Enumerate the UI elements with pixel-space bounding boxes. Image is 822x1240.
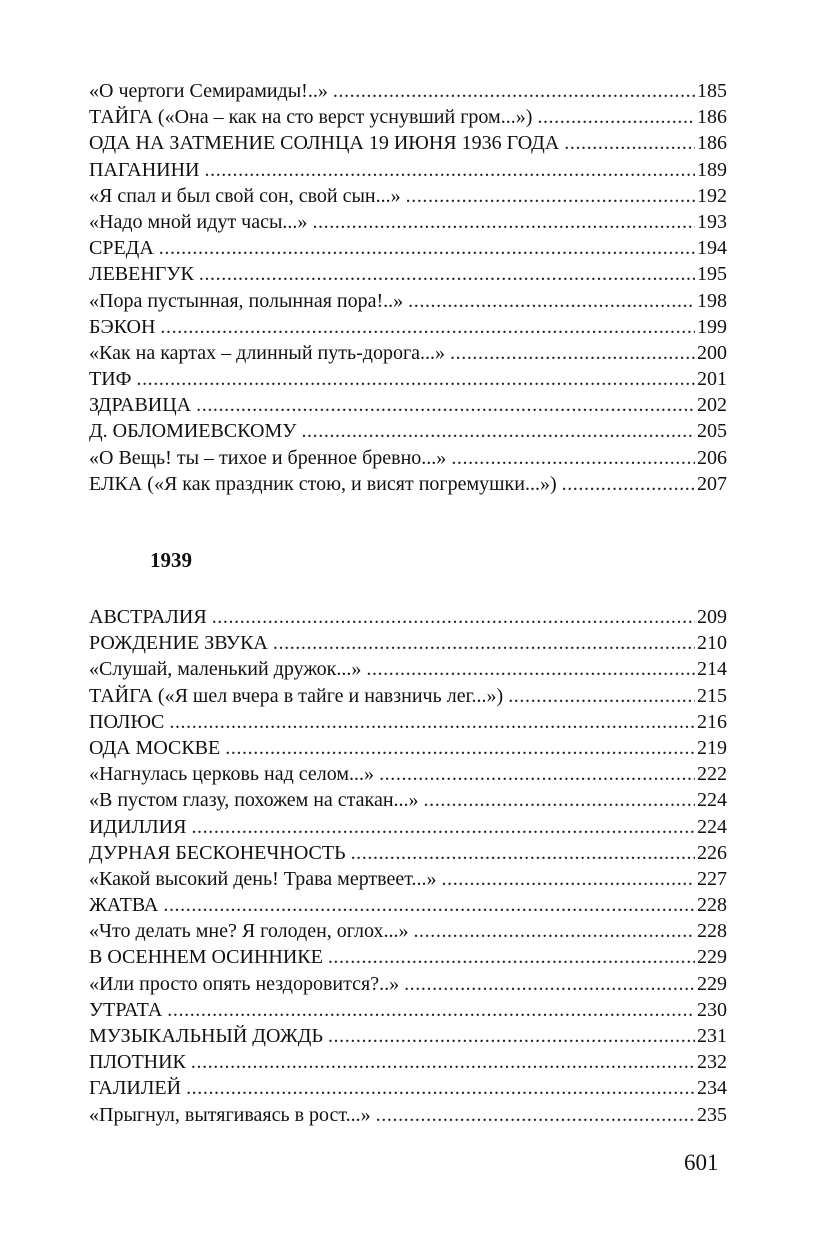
dot-leader [191,1049,695,1075]
toc-entry [89,997,727,1023]
entry-page: 215 [697,684,727,707]
dot-leader [160,314,695,340]
entry-title: «Нагнулась церковь над селом...» [89,763,375,786]
entry-title: «Как на картах – длинный путь-дорога...» [89,341,446,364]
entry-title: ЗДРАВИЦА [89,394,192,417]
entry-page: 186 [697,106,727,129]
entry-page: 219 [697,736,727,759]
entry-title: «В пустом глазу, похожем на стакан...» [89,789,419,812]
dot-leader [328,944,695,970]
toc-entry [89,866,727,892]
toc-entry [89,656,727,682]
toc-entry [89,735,727,761]
entry-page: 202 [697,394,727,417]
dot-leader [564,130,695,156]
entry-page: 216 [697,710,727,733]
dot-leader [442,866,696,892]
toc-entry [89,314,727,340]
toc-entry [89,787,727,813]
toc-entry [89,183,727,209]
toc-entry [89,683,727,709]
dot-leader [273,630,695,656]
toc-entry [89,630,727,656]
entry-page: 194 [697,237,727,260]
entry-page: 201 [697,368,727,391]
entry-title: ЖАТВА [89,894,159,917]
entry-title: ГАЛИЛЕЙ [89,1077,182,1100]
dot-leader [404,971,695,997]
toc-entry [89,104,727,130]
entry-title: ИДИЛЛИЯ [89,815,187,838]
toc-section-2 [89,604,727,1128]
entry-page: 185 [697,80,727,102]
toc-entry [89,235,727,261]
entry-title: «О Вещь! ты – тихое и бренное бревно...» [89,446,447,469]
dot-leader [424,787,695,813]
dot-leader [376,1102,695,1128]
entry-title: «Пора пустынная, полынная пора!..» [89,289,404,312]
toc-entry [89,892,727,918]
entry-title: «Или просто опять нездоровится?..» [89,972,400,995]
toc-entry [89,157,727,183]
section-year-heading: 1939 [150,548,192,572]
entry-page: 234 [697,1077,727,1100]
entry-page: 231 [697,1025,727,1047]
toc-entry [89,78,727,104]
toc-entry [89,814,727,840]
entry-page: 226 [697,841,727,864]
dot-leader [351,840,695,866]
dot-leader [169,709,695,735]
entry-title: ЛЕВЕНГУК [89,263,194,286]
entry-page: 206 [697,446,727,469]
toc-entry [89,1075,727,1101]
entry-page: 224 [697,789,727,812]
entry-page: 199 [697,315,727,338]
entry-title: «Какой высокий день! Трава мертвеет...» [89,867,437,890]
entry-page: 227 [697,867,727,890]
dot-leader [328,1023,695,1049]
entry-title: ТИФ [89,368,132,391]
dot-leader [451,445,695,471]
dot-leader [406,183,695,209]
dot-leader [136,366,695,392]
dot-leader [225,735,695,761]
entry-title: ЕЛКА («Я как праздник стою, и висят погремушки...») [89,472,557,495]
dot-leader [408,288,695,314]
dot-leader [537,104,695,130]
entry-page: 229 [697,946,727,969]
entry-title: ПАГАНИНИ [89,158,200,181]
entry-title: ОДА НА ЗАТМЕНИЕ СОЛНЦА 19 ИЮНЯ 1936 ГОДА [89,132,560,155]
entry-page: 205 [697,420,727,443]
dot-leader [159,235,695,261]
toc-entry [89,1049,727,1075]
entry-title: ТАЙГА («Она – как на сто верст уснувший гром...») [89,106,533,129]
entry-page: 228 [697,894,727,917]
toc-entry [89,1023,727,1049]
toc-entry [89,366,727,392]
entry-page: 189 [697,158,727,181]
dot-leader [167,997,695,1023]
toc-entry [89,418,727,444]
toc-entry [89,761,727,787]
entry-page: 209 [697,606,727,628]
dot-leader [366,656,695,682]
toc-entry [89,392,727,418]
dot-leader [562,471,695,497]
dot-leader [450,340,695,366]
entry-page: 230 [697,998,727,1021]
dot-leader [199,261,695,287]
entry-page: 195 [697,263,727,286]
entry-title: УТРАТА [89,998,163,1021]
toc-entry [89,209,727,235]
toc-entry [89,445,727,471]
entry-title: «Я спал и был свой сон, свой сын...» [89,184,401,207]
entry-page: 222 [697,763,727,786]
toc-entry [89,340,727,366]
entry-title: ПЛОТНИК [89,1051,186,1074]
entry-page: 214 [697,658,727,681]
entry-page: 210 [697,632,727,655]
entry-page: 235 [697,1103,727,1126]
toc-entry [89,604,727,630]
toc-entry [89,971,727,997]
dot-leader [196,392,695,418]
page-number: 601 [684,1150,719,1175]
entry-title: «Прыгнул, вытягиваясь в рост...» [89,1103,371,1126]
entry-title: В ОСЕННЕМ ОСИННИКЕ [89,946,323,969]
entry-page: 186 [697,132,727,155]
toc-entry [89,709,727,735]
toc-section-1 [89,78,727,497]
entry-title: РОЖДЕНИЕ ЗВУКА [89,632,268,655]
entry-title: БЭКОН [89,315,156,338]
entry-page: 192 [697,184,727,207]
dot-leader [508,683,695,709]
toc-entry [89,130,727,156]
entry-title: Д. ОБЛОМИЕВСКОМУ [89,420,297,443]
dot-leader [212,604,695,630]
entry-title: МУЗЫКАЛЬНЫЙ ДОЖДЬ [89,1025,323,1047]
entry-title: АВСТРАЛИЯ [89,606,207,628]
dot-leader [312,209,695,235]
dot-leader [163,892,695,918]
toc-entry [89,944,727,970]
toc-entry [89,471,727,497]
entry-title: СРЕДА [89,237,154,260]
toc-entry [89,261,727,287]
entry-page: 228 [697,920,727,943]
entry-page: 229 [697,972,727,995]
entry-page: 232 [697,1051,727,1074]
entry-page: 193 [697,210,727,233]
toc-entry [89,1102,727,1128]
entry-title: «Слушай, маленький дружок...» [89,658,362,681]
toc-entry [89,918,727,944]
entry-title: ТАЙГА («Я шел вчера в тайге и навзничь лег...») [89,684,504,707]
entry-title: ДУРНАЯ БЕСКОНЕЧНОСТЬ [89,841,346,864]
toc-entry [89,840,727,866]
entry-title: «О чертоги Семирамиды!..» [89,80,328,102]
dot-leader [379,761,695,787]
toc-entry [89,288,727,314]
entry-title: «Что делать мне? Я голоден, оглох...» [89,920,409,943]
entry-page: 198 [697,289,727,312]
entry-page: 224 [697,815,727,838]
dot-leader [205,157,696,183]
dot-leader [191,814,695,840]
entry-title: ПОЛЮС [89,710,165,733]
dot-leader [301,418,695,444]
entry-title: ОДА МОСКВЕ [89,736,221,759]
dot-leader [186,1075,695,1101]
entry-page: 207 [697,472,727,495]
dot-leader [333,78,695,104]
dot-leader [413,918,695,944]
entry-page: 200 [697,341,727,364]
entry-title: «Надо мной идут часы...» [89,210,308,233]
